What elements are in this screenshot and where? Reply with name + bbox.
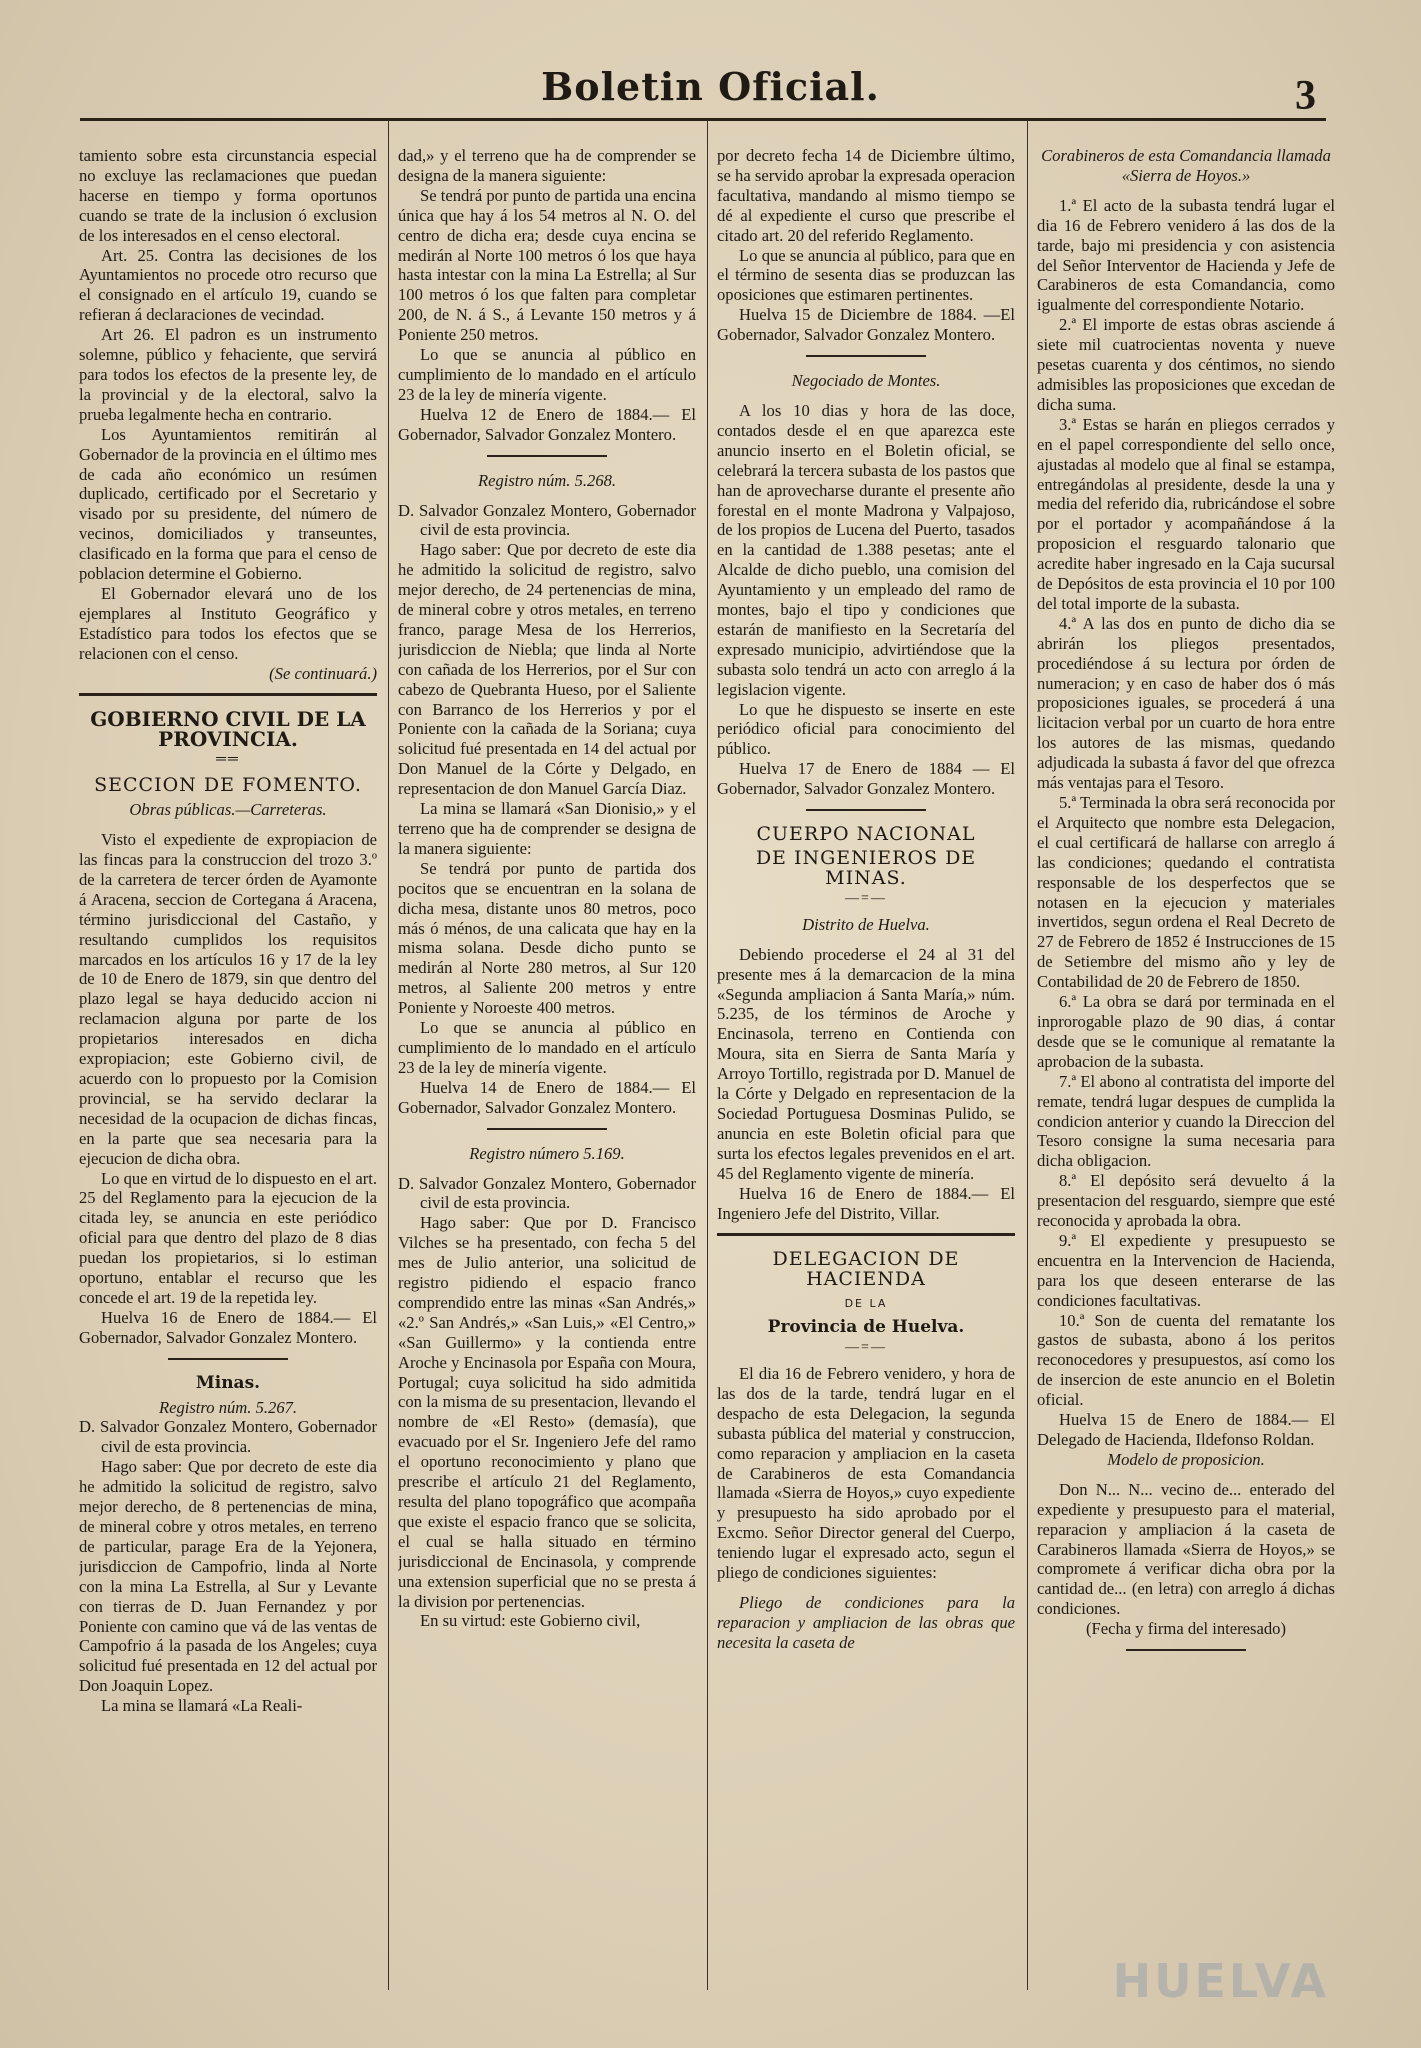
condition-item: 4.ª A las dos en punto de dicho dia se abrirán los pliegos presentados, procediéndose á su lectura por órden de numeracion; y en caso de haber dos ó más proposiciones iguales, se procederá á una licitacion verbal por un cuarto de hora entre los autores de las mismas, quedando adjudicada la subasta á favor del que ofrezca más ventajas para el Tesoro. <box>1037 613 1335 793</box>
paragraph: A los 10 dias y hora de las doce, contados desde el en que aparezca este anuncio inserto en el Boletin oficial, se celebrará la tercera subasta de los pastos que han de aprovecharse durante el presente año forestal en el monte Madrona y Valpajoso, de los propios de Lucena del Puerto, tasados en la cantidad de 1.388 pesetas; ante el Alcalde de dicho pueblo, una comision del Ayuntamiento y un empleado del ramo de montes, bajo el tipo y condiciones que estarán de manifiesto en la Secretaría del expresado municipio, advirtiéndose que la subasta solo tendrá un acto con arreglo á la legislacion vigente. <box>717 400 1015 699</box>
condition-item: 3.ª Estas se harán en pliegos cerrados y en el papel correspondiente del sello once, ajustadas al modelo que al final se estampa, entregándolas al presidente, desde la una y media del referido dia, rubricándose el sobre por el portador y acompañándose á la proposicion el resguardo talonario que acredite haber ingresado en la Caja sucursal de Depósitos de esta provincia el 10 por 100 del total importe de la subasta. <box>1037 414 1335 613</box>
column-divider <box>388 120 389 1990</box>
ornament: —=— <box>845 890 887 906</box>
paragraph: Art. 25. Contra las decisiones de los Ayuntamientos no procede otro recurso que el consignado en el artículo 19, cuando se refieran á declaraciones de vecindad. <box>79 245 377 325</box>
paragraph: En su virtud: este Gobierno civil, <box>420 1611 641 1631</box>
section-heading: DE INGENIEROS DE MINAS. <box>755 847 977 889</box>
paragraph: Hago saber: Que por decreto de este dia he admitido la solicitud de registro, salvo mejor derecho, de 24 pertenencias de mina, de mineral cobre y otros metales, en terreno franco, parage Mesa de los Herrerios, jurisdiccion de Niebla; que linda al Norte con cañada de los Herrerios, por el Sur con cabezo de Quebranta Hueso, por el Saliente con Barranco de los Herrerios y por el Poniente con la cañada de la Soriana; cuya solicitud fué presentada en 14 del actual por Don Manuel de la Córte y Delgado, en representacion de don Manuel García Diaz. <box>398 540 696 799</box>
paragraph: Art 26. El padron es un instrumento solemne, público y fehaciente, que servirá para todos los efectos de la presente ley, de la provincial y de la electoral, salvo la prueba legalmente hecha en contrario. <box>79 325 377 424</box>
paragraph: dad,» y el terreno que ha de comprender se designa de la manera siguiente: <box>398 146 696 185</box>
condition-item: 10.ª Son de cuenta del rematante los gastos de subasta, abono á los peritos reconocedores y presupuestos, así como los de insercion de este anuncio en el Boletin oficial. <box>1037 1310 1335 1410</box>
paragraph: Lo que en virtud de lo dispuesto en el art. 25 del Reglamento para la ejecucion de la citada ley, se anuncia en este periódico oficial para que dentro del plazo de 8 dias puedan los propietarios, si lo estiman oportuno, entablar el recurso que les concede el art. 19 de la repetida ley. <box>79 1168 377 1307</box>
column-3 <box>717 146 1015 2001</box>
condition-item: 8.ª El depósito será devuelto á la presentacion del resguardo, siempre que esté reconocida y aprobada la obra. <box>1037 1171 1335 1231</box>
paragraph: Lo que se anuncia al público, para que en el término de sesenta dias se produzcan las oposiciones que estimaren pertinentes. <box>717 245 1015 305</box>
signature-note: (Fecha y firma del interesado) <box>1086 1619 1286 1639</box>
section-rule <box>806 809 925 811</box>
section-heading: DE LA <box>844 1297 888 1311</box>
paragraph: Huelva 15 de Enero de 1884.— El Delegado de Hacienda, Ildefonso Roldan. <box>1037 1410 1335 1449</box>
section-heading: CUERPO NACIONAL <box>756 823 976 846</box>
paragraph: D. Salvador Gonzalez Montero, Gobernador civil de esta provincia. <box>398 500 696 540</box>
section-heading: Minas. <box>195 1372 261 1393</box>
paragraph: Lo que he dispuesto se inserte en este periódico oficial para conocimiento del público. <box>717 699 1015 759</box>
section-rule <box>487 1128 606 1130</box>
paragraph: Huelva 15 de Diciembre de 1884. —El Gobernador, Salvador Gonzalez Montero. <box>717 305 1015 345</box>
paragraph: Huelva 17 de Enero de 1884 — El Gobernador, Salvador Gonzalez Montero. <box>717 759 1015 799</box>
paragraph: por decreto fecha 14 de Diciembre último, se ha servido aprobar la expresada operacion facultativa, mandando al mismo tiempo se dé al expediente el curso que prescribe el citado art. 20 del referido Reglamento. <box>717 146 1015 245</box>
column-2 <box>398 146 696 2001</box>
paragraph: Pliego de condiciones para la reparacion y ampliacion de las obras que necesita la caseta de <box>717 1593 1015 1652</box>
registry-heading: Registro núm. 5.268. <box>477 470 617 490</box>
section-heading: SECCION DE FOMENTO. <box>94 774 362 797</box>
condition-item: 9.ª El expediente y presupuesto se encuentra en la Intervencion de Hacienda, para los que deseen enterarse de las condiciones facultativas. <box>1037 1230 1335 1310</box>
paragraph: Huelva 14 de Enero de 1884.— El Gobernador, Salvador Gonzalez Montero. <box>398 1077 696 1117</box>
masthead-rule <box>80 118 1326 121</box>
subsection-heading: Corabineros de esta Comandancia llamada «Sierra de Hoyos.» <box>1041 146 1331 185</box>
page-number: 3 <box>1295 73 1316 119</box>
condition-item: 5.ª Terminada la obra será reconocida por el Arquitecto que nombre esta Delegacion, el cual certificará de hallarse con arreglo á las condiciones; quedando el contratista responsable de los desperfectos que se notasen en la ejecucion y materiales invertidos, segun ordena el Real Decreto de 27 de Febrero de 1852 é Instrucciones de 15 de Setiembre del mismo año y ley de Contabilidad de 20 de Febrero de 1850. <box>1037 793 1335 992</box>
subsection-heading: Distrito de Huelva. <box>802 914 930 934</box>
section-rule <box>487 455 606 457</box>
column-4 <box>1037 146 1335 2001</box>
column-divider <box>1027 120 1028 1990</box>
section-rule <box>79 693 377 696</box>
paragraph: El Gobernador elevará uno de los ejemplares al Instituto Geográfico y Estadístico para todos los efectos que se relacionen con el censo. <box>79 583 377 663</box>
section-heading: DELEGACION DE HACIENDA <box>772 1248 960 1291</box>
paragraph: Don N... N... vecino de... enterado del expediente y presupuesto para el material, reparacion y ampliacion á la caseta de Carabineros llamada «Sierra de Hoyos,» se compromete á verificar dicha obra por la cantidad de... (en letra) con arreglo á dichas condiciones. <box>1037 1479 1335 1619</box>
paragraph: La mina se llamará «La Reali- <box>101 1696 303 1716</box>
section-rule <box>806 355 925 357</box>
paragraph: Huelva 12 de Enero de 1884.— El Gobernador, Salvador Gonzalez Montero. <box>398 404 696 444</box>
section-heading: GOBIERNO CIVIL DE LA PROVINCIA. <box>90 707 366 752</box>
column-1 <box>79 146 377 2001</box>
paragraph: Los Ayuntamientos remitirán al Gobernador de la provincia en el último mes de cada año económico un resúmen duplicado, certificado por el Secretario y visado por su presidente, del número de vecinos, domiciliados y transeuntes, clasificado en la forma que para el censo de poblacion determine el Gobierno. <box>79 424 377 584</box>
section-rule <box>1126 1649 1245 1651</box>
ornament: ══ <box>216 752 240 768</box>
condition-item: 6.ª La obra se dará por terminada en el inprorogable plazo de 90 dias, á contar desde que se le comunique al rematante la aprobacion de la subasta. <box>1037 992 1335 1071</box>
paragraph: Se tendrá por punto de partida dos pocitos que se encuentran en la solana de dicha mesa, distante unos 80 metros, poco más ó ménos, de una calicata que hay en la misma solana. Desde dicho punto se medirán al Norte 280 metros, al Sur 120 metros, al Saliente 200 metros y entre Poniente y Noroeste 400 metros. <box>398 858 696 1018</box>
paragraph: Lo que se anuncia al público en cumplimiento de lo mandado en el artículo 23 de la ley de minería vigente. <box>398 1018 696 1077</box>
section-rule <box>168 1358 287 1360</box>
masthead-title: Boletin Oficial. <box>541 64 880 109</box>
registry-heading: Registro número 5.169. <box>469 1143 625 1163</box>
paragraph: Huelva 16 de Enero de 1884.— El Gobernador, Salvador Gonzalez Montero. <box>79 1307 377 1347</box>
subsection-heading: Obras públicas.—Carreteras. <box>129 800 327 820</box>
paragraph: D. Salvador Gonzalez Montero, Gobernador civil de esta provincia. <box>398 1173 696 1213</box>
paragraph: Huelva 16 de Enero de 1884.— El Ingeniero Jefe del Distrito, Villar. <box>717 1183 1015 1223</box>
paragraph: Hago saber: Que por D. Francisco Vilches se ha presentado, con fecha 5 del mes de Julio anterior, una solicitud de registro pidiendo el espacio franco comprendido entre las minas «San Andrés,» «2.º San Andrés,» «San Luis,» «El Centro,» «San Guillermo» y la contienda entre Aroche y Encinasola por España con Moura, Portugal; cuya solicitud ha sido admitida con la misma de su presentacion, llevando el nombre de «El Resto» (demasía), que evacuado por el Sr. Ingeniero Jefe del ramo el oportuno reconocimiento y plano que prescribe el artículo 21 del Reglamento, resulta del plano topográfico que acompaña que existe el espacio franco que se solicita, el cual se halla situado en término jurisdiccional de Encinasola, y comprende una extension superficial que no se presta á la division por pertenencias. <box>398 1213 696 1611</box>
paragraph: tamiento sobre esta circunstancia especial no excluye las reclamaciones que puedan hacerse en tiempo y forma oportunos cuando se trate de la inclusion ó exclusion de los interesados en el censo electoral. <box>79 146 377 245</box>
subsection-heading: Modelo de proposicion. <box>1107 1449 1265 1469</box>
condition-item: 7.ª El abono al contratista del importe del remate, tendrá lugar despues de cumplida la condicion anterior y cuando la Direccion del Tesoro consigne la suma necesaria para dicha obligacion. <box>1037 1071 1335 1171</box>
section-heading: Provincia de Huelva. <box>767 1317 965 1338</box>
paragraph: Se tendrá por punto de partida una encina única que hay á los 54 metros al N. O. del centro de dicha era; desde cuya encina se medirán al Norte 100 metros ó los que haya hasta intestar con la mina La Estrella; al Sur 100 metros ó los que falten para completar 200, de N. á S., á Levante 150 metros y á Poniente 250 metros. <box>398 185 696 345</box>
paragraph: Visto el expediente de expropiacion de las fincas para la construccion del trozo 3.º de la carretera de tercer órden de Ayamonte á Aracena, seccion de Cortegana á Aracena, término jurisdiccional del Castaño, y resultando cumplidos los requisitos marcados en los artículos 16 y 17 de la ley de 10 de Enero de 1879, sin que dentro del plazo legal se haya deducido accion ni reclamacion alguna por parte de los propietarios interesados en dicha expropiacion; este Gobierno civil, de acuerdo con lo propuesto por la Comision provincial, se ha servido declarar la necesidad de la ocupacion de dichas fincas, en la parte que sea necesaria para la ejecucion de dicha obra. <box>79 830 377 1168</box>
registry-heading: Registro núm. 5.267. <box>158 1397 298 1417</box>
paragraph: D. Salvador Gonzalez Montero, Gobernador civil de esta provincia. <box>79 1417 377 1457</box>
archive-watermark: HUELVA <box>1112 1954 1329 2008</box>
paragraph: Hago saber: Que por decreto de este dia he admitido la solicitud de registro, salvo mejor derecho, de 8 pertenencias de mina, de mineral cobre y otros metales, en terreno de particular, parage Era de la Yejonera, jurisdiccion de Campofrio, linda al Norte con la mina La Estrella, al Sur y Levante con tierras de D. Juan Fernandez y por Poniente con camino que vá de las ventas de Campofrio á la pasada de los Angeles; cuya solicitud fué presentada en 12 del actual por Don Joaquin Lopez. <box>79 1457 377 1696</box>
condition-item: 1.ª El acto de la subasta tendrá lugar el dia 16 de Febrero venidero á las dos de la tarde, bajo mi presidencia y con asistencia del Señor Interventor de Hacienda y Jefe de Carabineros de esta Comandancia, como igualmente del correspondiente Notario. <box>1037 195 1335 315</box>
section-rule <box>717 1233 1015 1236</box>
continued-note: (Se continuará.) <box>269 663 377 683</box>
ornament: —=— <box>845 1340 887 1356</box>
condition-item: 2.ª El importe de estas obras asciende á siete mil cuatrocientas noventa y nueve pesetas cuarenta y dos céntimos, no siendo admisibles las proposiciones que excedan de dicha suma. <box>1037 315 1335 414</box>
paragraph: El dia 16 de Febrero venidero, y hora de las dos de la tarde, tendrá lugar en el despacho de esta Delegacion, la segunda subasta pública del material y construccion, como reparacion y ampliacion en la caseta de Carabineros de esta Comandancia llamada «Sierra de Hoyos,» cuyo expediente y presupuesto ha sido aprobado por el Excmo. Señor Director general del Cuerpo, teniendo lugar el expresado acto, segun el pliego de condiciones siguientes: <box>717 1364 1015 1583</box>
subsection-heading: Negociado de Montes. <box>791 371 941 391</box>
paragraph: Debiendo procederse el 24 al 31 del presente mes á la demarcacion de la mina «Segunda ampliacion á Santa María,» núm. 5.235, de los términos de Aroche y Encinasola, terreno en Contienda con Moura, sita en Sierra de Santa María y Arroyo Tortillo, registrada por D. Manuel de la Córte y Delgado en representacion de la Sociedad Portuguesa Dosminas Pulido, se anuncia en este Boletin oficial para que surta los efectos legales prevenidos en el art. 45 del Reglamento vigente de minería. <box>717 944 1015 1183</box>
paragraph: La mina se llamará «San Dionisio,» y el terreno que ha de comprender se designa de la manera siguiente: <box>398 799 696 858</box>
paragraph: Lo que se anuncia al público en cumplimiento de lo mandado en el artículo 23 de la ley de minería vigente. <box>398 345 696 404</box>
column-divider <box>707 120 708 1990</box>
